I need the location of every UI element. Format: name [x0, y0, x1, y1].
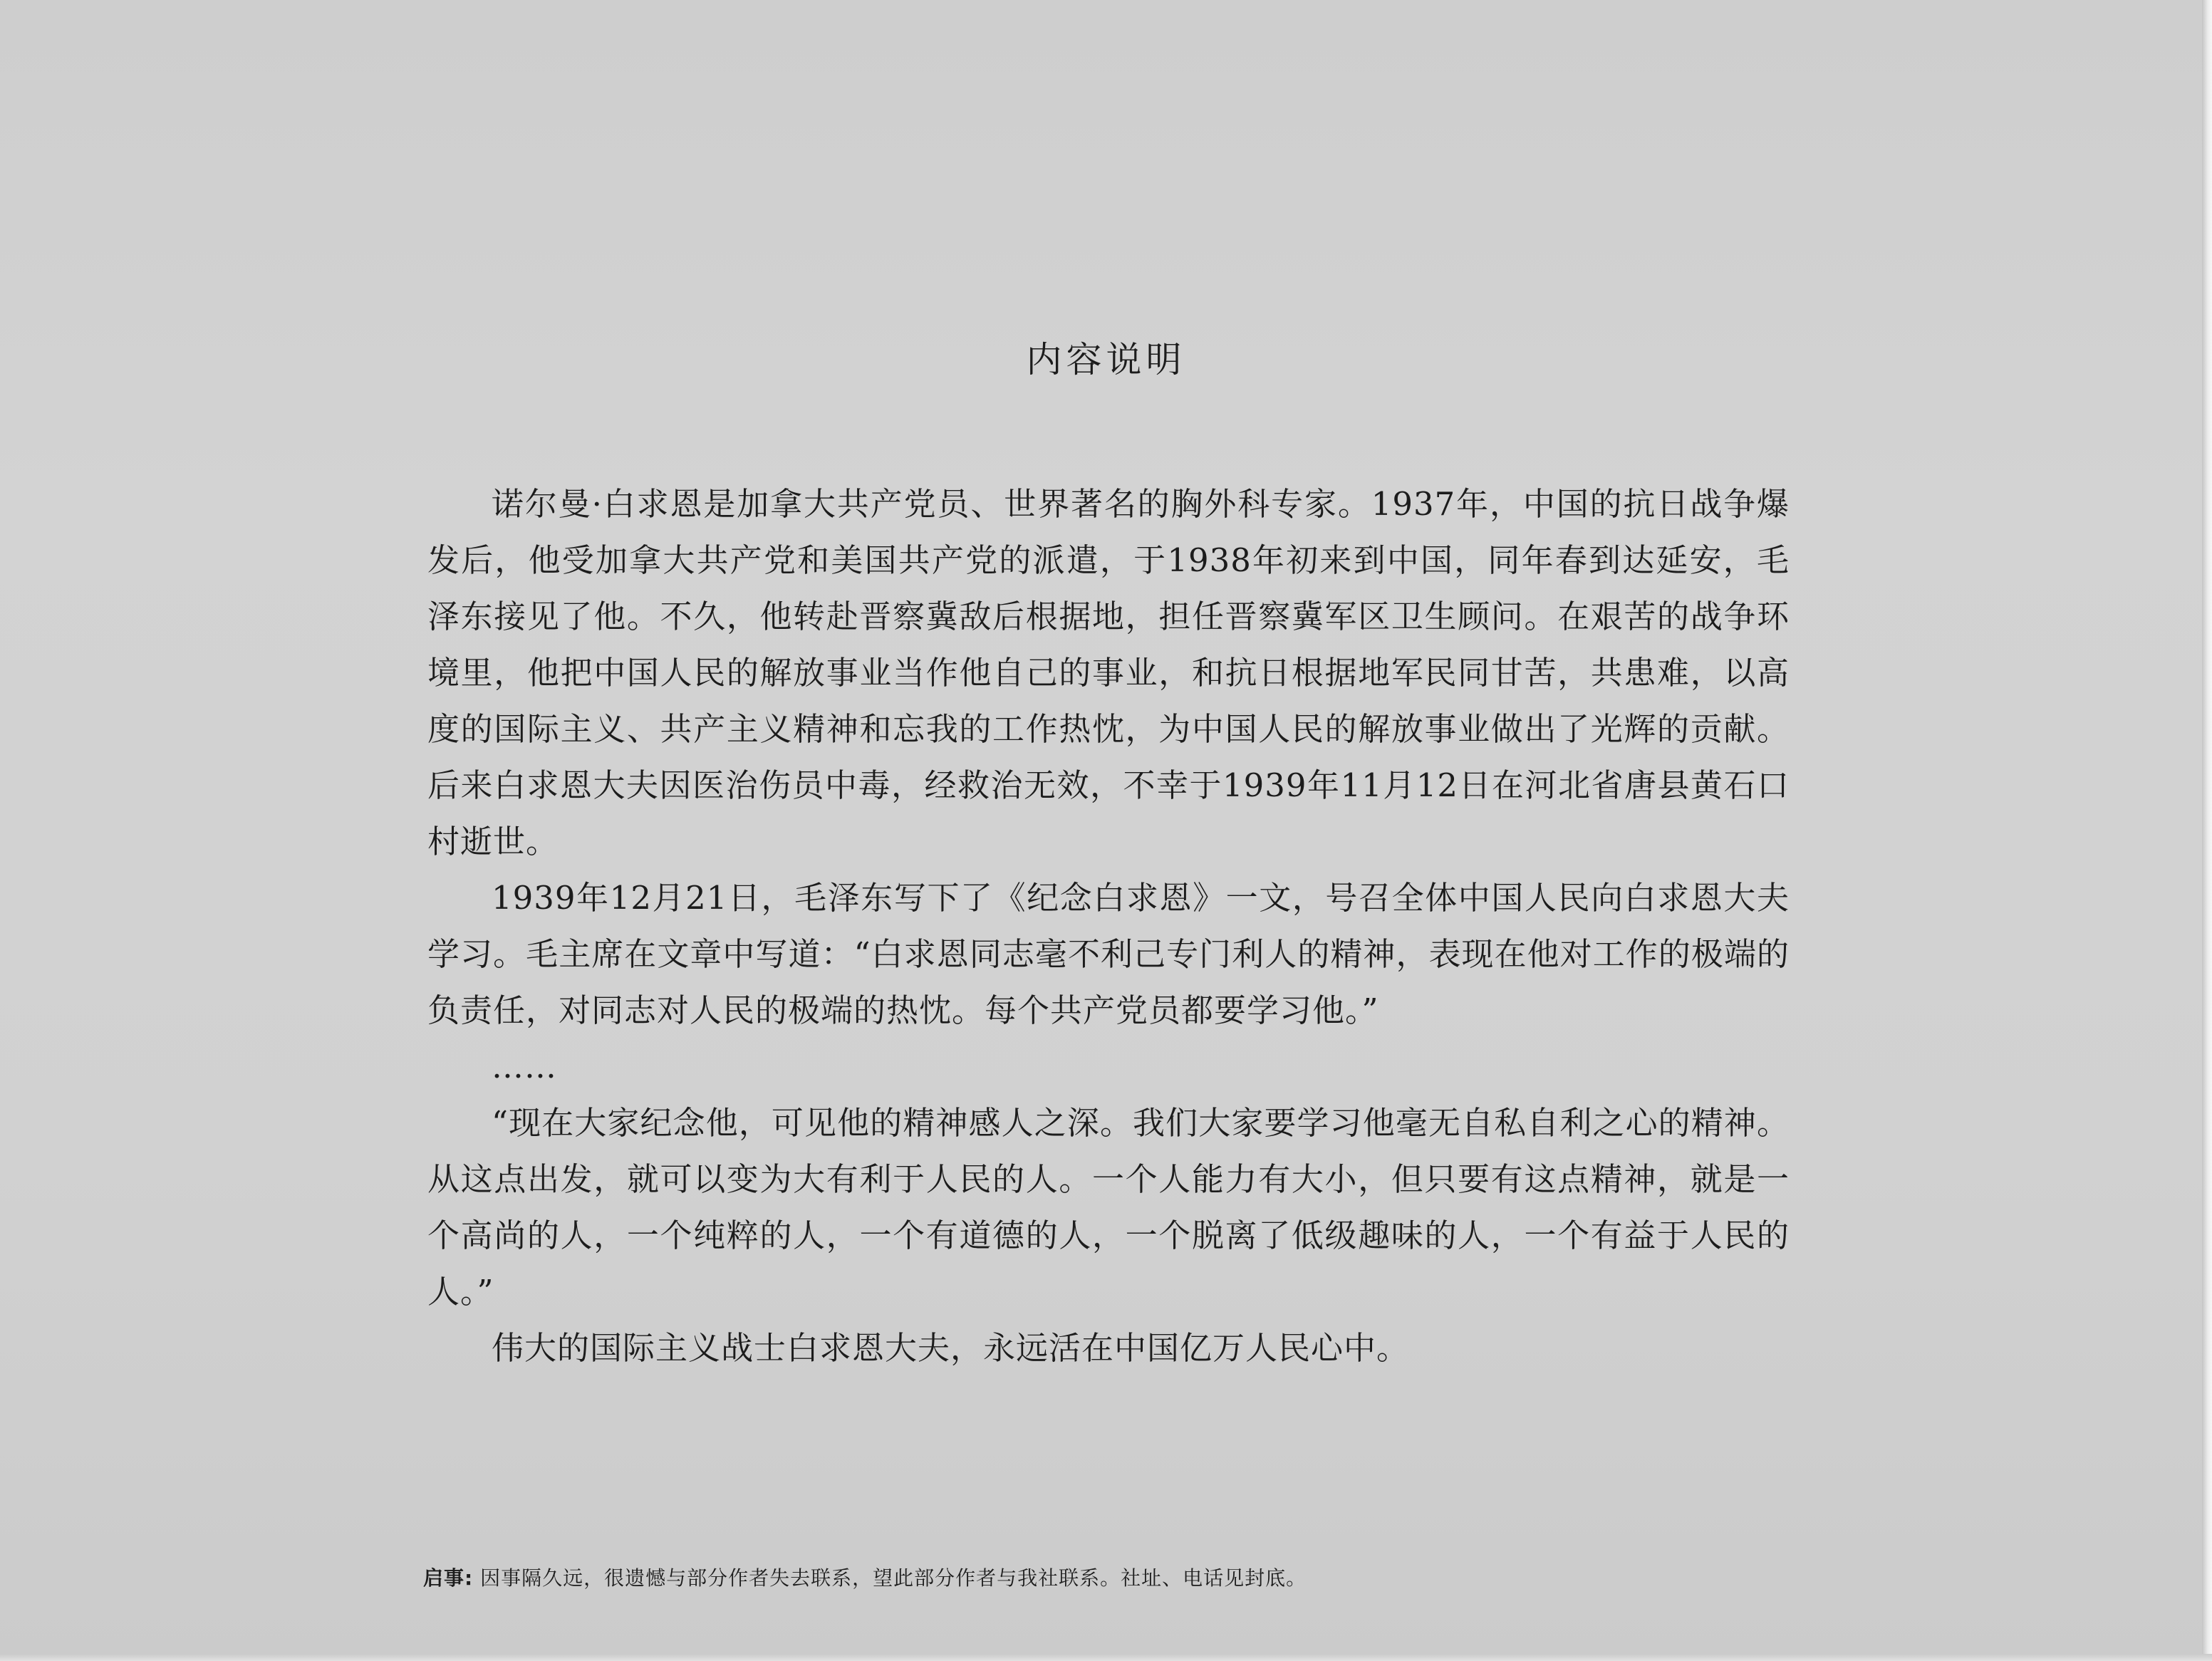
notice-label: 启事:: [423, 1566, 474, 1590]
page-edge-bottom: [0, 1654, 2212, 1661]
paragraph-intro: 诺尔曼·白求恩是加拿大共产党员、世界著名的胸外科专家。1937年，中国的抗日战争爆发后，他受加拿大共产党和美国共产党的派遣，于1938年初来到中国，同年春到达延安，毛泽东接见了他。不久，他转赴晋察冀敌后根据地，担任晋察冀军区卫生顾问。在艰苦的战争环境里，他把中国人民的解放事业当作他自己的事业，和抗日根据地军民同甘苦，共患难，以高度的国际主义、共产主义精神和忘我的工作热忱，为中国人民的解放事业做出了光辉的贡献。后来白求恩大夫因医治伤员中毒，经救治无效，不幸于1939年11月12日在河北省唐县黄石口村逝世。: [427, 485, 1790, 860]
paragraph-memorial: 1939年12月21日，毛泽东写下了《纪念白求恩》一文，号召全体中国人民向白求恩大夫学习。毛主席在文章中写道：“白求恩同志毫不利己专门利人的精神，表现在他对工作的极端的负责任，对同志对人民的极端的热忱。每个共产党员都要学习他。”: [427, 879, 1790, 1029]
content-description: [427, 476, 1790, 1376]
notice-text: 因事隔久远，很遗憾与部分作者失去联系，望此部分作者与我社联系。社址、电话见封底。: [480, 1566, 1307, 1590]
page-title: 内容说明: [1026, 339, 1186, 380]
paragraph-quote: “现在大家纪念他，可见他的精神感人之深。我们大家要学习他毫无自私自利之心的精神。从这点出发，就可以变为大有利于人民的人。一个人能力有大小，但只要有这点精神，就是一个高尚的人，一个纯粹的人，一个有道德的人，一个脱离了低级趣味的人，一个有益于人民的人。”: [427, 1104, 1790, 1311]
page-edge-right: [2202, 0, 2212, 1661]
publisher-notice: [423, 1564, 1848, 1593]
paragraph-closing: 伟大的国际主义战士白求恩大夫，永远活在中国亿万人民心中。: [492, 1329, 1410, 1367]
paragraph-ellipsis: ……: [492, 1048, 557, 1085]
